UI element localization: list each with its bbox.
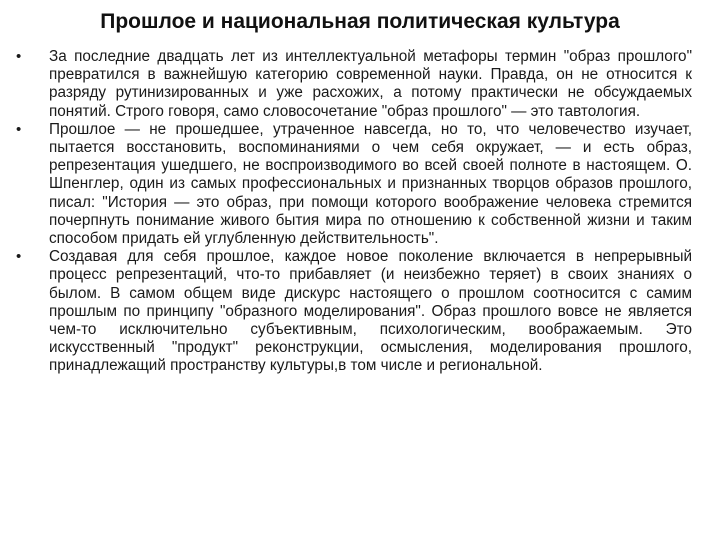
bullet-item xyxy=(16,120,692,248)
bullet-item xyxy=(16,48,692,121)
bullet-marker: • xyxy=(16,120,22,138)
bullet-marker: • xyxy=(16,48,22,65)
bullet-text: За последние двадцать лет из интеллектуальной метафоры термин "образ прошлого" превратился в важнейшую категорию современной науки. Правда, он не относится к разряду рутинизированных и уже расхожих, а потому практически не обсуждаемых понятий. Строго говоря, само словосочетание "образ прошлого" — это тавтология. xyxy=(49,48,692,120)
bullet-text: Прошлое — не прошедшее, утраченное навсегда, но то, что человечество изучает, пытается восстановить, воспоминаниями о чем себя окружает, — и есть образ, репрезентация ушедшего, не воспроизводимого во всей своей полноте в настоящем. О. Шпенглер, один из самых профессиональных и признанных творцов образов прошлого, писал: "История — это образ, при помощи которого воображение человека стремится почерпнуть понимание живого бытия мира по отношению к собственной жизни и таким способом придать ей углубленную действительность". xyxy=(49,120,692,248)
bullet-item xyxy=(16,248,692,375)
bullet-marker: • xyxy=(16,248,22,266)
bullet-list xyxy=(0,48,720,376)
bullet-text: Создавая для себя прошлое, каждое новое поколение включается в непрерывный процесс репрезентаций, что-то прибавляет (и неизбежно теряет) в своих знаниях о былом. В самом общем виде дискурс настоящего о прошлом соотносится с самим прошлым по принципу "образного моделирования". Образ прошлого вовсе не является чем-то исключительно субъективным, психологическим, воображаемым. Это искусственный "продукт" реконструкции, осмысления, моделирования прошлого, принадлежащий пространству культуры,в том числе и региональной. xyxy=(49,248,692,375)
slide-title: Прошлое и национальная политическая культура xyxy=(100,10,620,33)
